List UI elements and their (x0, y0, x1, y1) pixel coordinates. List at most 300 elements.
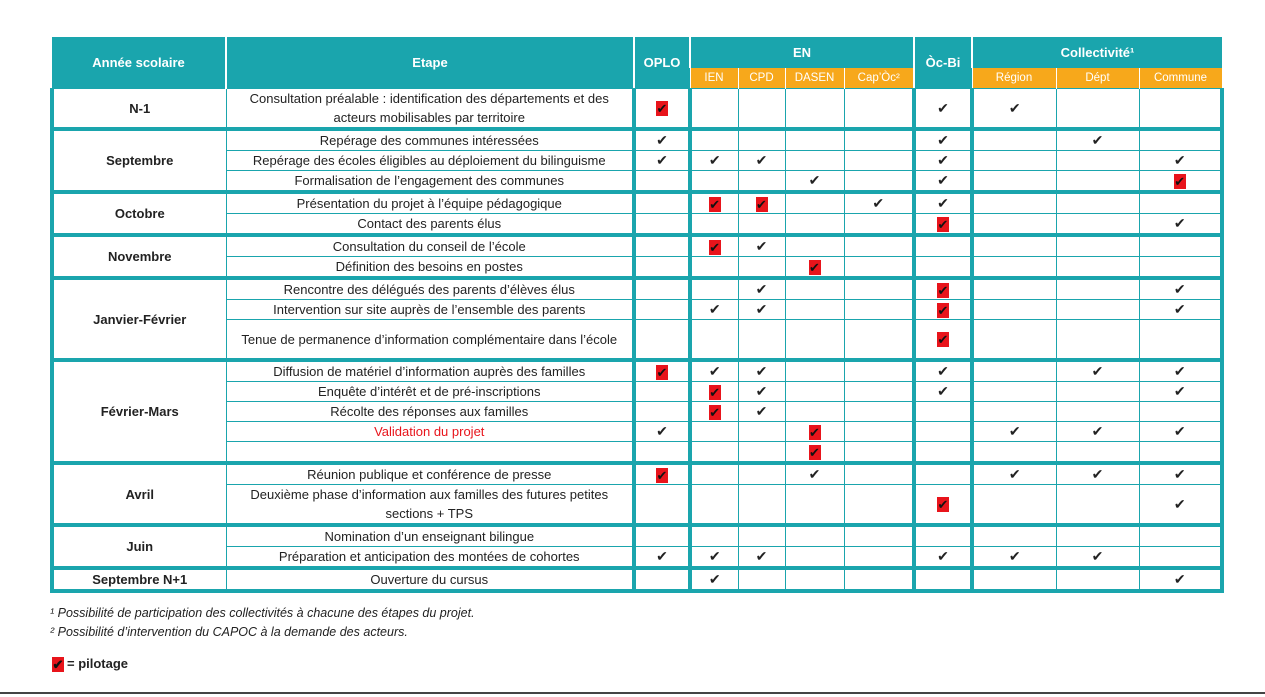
mark-cell (785, 442, 844, 464)
check-icon: ✔ (1008, 423, 1021, 439)
table-row (52, 360, 1222, 382)
table-row (52, 192, 1222, 214)
mark-cell (914, 463, 972, 485)
mark-cell (972, 192, 1056, 214)
mark-cell (1139, 214, 1222, 236)
pilotage-check-icon: ✔ (937, 216, 949, 232)
mark-cell (690, 422, 738, 442)
header-collectivite: Collectivité¹ (972, 37, 1222, 68)
check-icon: ✔ (1173, 466, 1186, 482)
header-commune: Commune (1139, 68, 1222, 89)
step-cell: Enquête d’intérêt et de pré-inscriptions (226, 382, 634, 402)
step-cell: Repérage des écoles éligibles au déploiement du bilinguisme (226, 151, 634, 171)
mark-cell (1056, 257, 1139, 279)
header-annee: Année scolaire (52, 37, 226, 89)
mark-cell (634, 422, 690, 442)
mark-cell (972, 235, 1056, 257)
pilotage-check-icon: ✔ (709, 196, 721, 212)
check-icon: ✔ (755, 363, 768, 379)
header-dept: Dépt (1056, 68, 1139, 89)
mark-cell (690, 214, 738, 236)
mark-cell (785, 422, 844, 442)
pilotage-check-icon: ✔ (937, 282, 949, 298)
pilotage-check-icon: ✔ (1174, 173, 1186, 189)
table-row (52, 278, 1222, 300)
mark-cell (634, 525, 690, 547)
mark-cell (914, 89, 972, 130)
mark-cell (690, 442, 738, 464)
check-icon: ✔ (755, 152, 768, 168)
mark-cell (634, 235, 690, 257)
check-icon: ✔ (1008, 466, 1021, 482)
mark-cell (634, 402, 690, 422)
mark-cell (785, 300, 844, 320)
mark-cell (972, 300, 1056, 320)
mark-cell (690, 320, 738, 361)
mark-cell (738, 547, 785, 569)
table-row (52, 257, 1222, 279)
mark-cell (634, 129, 690, 151)
period-cell: Novembre (52, 235, 226, 278)
mark-cell (1056, 422, 1139, 442)
planning-table-container (50, 37, 1220, 593)
step-cell: Préparation et anticipation des montées de cohortes (226, 547, 634, 569)
check-icon: ✔ (656, 548, 668, 564)
mark-cell (738, 360, 785, 382)
mark-cell (972, 485, 1056, 526)
table-row (52, 129, 1222, 151)
step-cell: Présentation du projet à l’équipe pédagogique (226, 192, 634, 214)
mark-cell (690, 382, 738, 402)
step-cell: Ouverture du cursus (226, 568, 634, 591)
mark-cell (690, 402, 738, 422)
mark-cell (785, 485, 844, 526)
mark-cell (785, 360, 844, 382)
mark-cell (972, 422, 1056, 442)
mark-cell (844, 129, 914, 151)
check-icon: ✔ (1091, 423, 1104, 439)
check-icon: ✔ (708, 363, 721, 379)
mark-cell (1139, 402, 1222, 422)
pilotage-check-icon: ✔ (709, 239, 721, 255)
header-oplo: OPLO (634, 37, 690, 89)
period-cell: Janvier-Février (52, 278, 226, 360)
mark-cell (738, 214, 785, 236)
mark-cell (634, 463, 690, 485)
mark-cell (785, 525, 844, 547)
check-icon: ✔ (656, 132, 668, 148)
header-etape: Etape (226, 37, 634, 89)
step-cell: Récolte des réponses aux familles (226, 402, 634, 422)
table-row (52, 320, 1222, 361)
table-row (52, 214, 1222, 236)
mark-cell (844, 568, 914, 591)
check-icon: ✔ (937, 548, 949, 564)
mark-cell (738, 89, 785, 130)
mark-cell (785, 171, 844, 193)
check-icon: ✔ (708, 571, 721, 587)
mark-cell (1056, 382, 1139, 402)
mark-cell (1139, 382, 1222, 402)
step-cell: Consultation du conseil de l’école (226, 235, 634, 257)
step-cell: Intervention sur site auprès de l’ensemble des parents (226, 300, 634, 320)
mark-cell (844, 192, 914, 214)
table-row (52, 422, 1222, 442)
mark-cell (634, 89, 690, 130)
step-cell: Rencontre des délégués des parents d’élèves élus (226, 278, 634, 300)
table-header (52, 37, 1222, 89)
mark-cell (690, 192, 738, 214)
table-row (52, 171, 1222, 193)
mark-cell (844, 89, 914, 130)
check-icon: ✔ (708, 152, 721, 168)
mark-cell (738, 568, 785, 591)
mark-cell (634, 214, 690, 236)
period-cell: Septembre (52, 129, 226, 192)
mark-cell (785, 129, 844, 151)
mark-cell (844, 235, 914, 257)
mark-cell (844, 151, 914, 171)
step-cell: Validation du projet (226, 422, 634, 442)
period-cell: Février-Mars (52, 360, 226, 463)
mark-cell (634, 442, 690, 464)
check-icon: ✔ (872, 195, 885, 211)
mark-cell (634, 192, 690, 214)
mark-cell (634, 568, 690, 591)
mark-cell (972, 129, 1056, 151)
mark-cell (844, 422, 914, 442)
mark-cell (844, 257, 914, 279)
mark-cell (972, 568, 1056, 591)
mark-cell (1139, 235, 1222, 257)
check-icon: ✔ (1173, 571, 1186, 587)
period-cell: Septembre N+1 (52, 568, 226, 591)
mark-cell (738, 300, 785, 320)
mark-cell (738, 171, 785, 193)
check-icon: ✔ (937, 363, 949, 379)
mark-cell (914, 382, 972, 402)
mark-cell (785, 402, 844, 422)
mark-cell (1139, 129, 1222, 151)
period-cell: Avril (52, 463, 226, 525)
mark-cell (972, 442, 1056, 464)
period-cell: Octobre (52, 192, 226, 235)
mark-cell (914, 151, 972, 171)
mark-cell (972, 89, 1056, 130)
mark-cell (785, 547, 844, 569)
pilotage-check-icon: ✔ (656, 101, 668, 117)
mark-cell (844, 214, 914, 236)
mark-cell (690, 568, 738, 591)
check-icon: ✔ (1173, 363, 1186, 379)
mark-cell (1056, 525, 1139, 547)
check-icon: ✔ (656, 152, 668, 168)
check-icon: ✔ (755, 548, 768, 564)
mark-cell (1056, 402, 1139, 422)
check-icon: ✔ (1091, 132, 1104, 148)
step-cell: Réunion publique et conférence de presse (226, 463, 634, 485)
pilotage-check-icon: ✔ (52, 657, 64, 673)
mark-cell (972, 214, 1056, 236)
mark-cell (972, 257, 1056, 279)
pilotage-check-icon: ✔ (937, 497, 949, 513)
mark-cell (1139, 547, 1222, 569)
mark-cell (1056, 171, 1139, 193)
table-body (52, 89, 1222, 592)
mark-cell (634, 278, 690, 300)
page-divider (0, 692, 1265, 694)
pilotage-check-icon: ✔ (809, 424, 820, 440)
check-icon: ✔ (937, 99, 949, 116)
mark-cell (634, 171, 690, 193)
mark-cell (1056, 235, 1139, 257)
mark-cell (1056, 214, 1139, 236)
pilotage-check-icon: ✔ (709, 384, 721, 400)
mark-cell (914, 320, 972, 361)
check-icon: ✔ (1091, 466, 1104, 482)
mark-cell (634, 320, 690, 361)
mark-cell (634, 360, 690, 382)
mark-cell (914, 278, 972, 300)
step-cell: Contact des parents élus (226, 214, 634, 236)
mark-cell (690, 547, 738, 569)
mark-cell (972, 382, 1056, 402)
check-icon: ✔ (656, 423, 668, 439)
table-row (52, 463, 1222, 485)
mark-cell (1056, 129, 1139, 151)
mark-cell (1139, 89, 1222, 130)
check-icon: ✔ (1173, 495, 1186, 512)
check-icon: ✔ (755, 301, 768, 317)
mark-cell (914, 192, 972, 214)
mark-cell (634, 151, 690, 171)
mark-cell (690, 171, 738, 193)
check-icon: ✔ (708, 548, 721, 564)
mark-cell (634, 300, 690, 320)
mark-cell (785, 89, 844, 130)
mark-cell (1139, 422, 1222, 442)
pilotage-check-icon: ✔ (656, 467, 668, 483)
mark-cell (785, 235, 844, 257)
mark-cell (972, 360, 1056, 382)
check-icon: ✔ (937, 132, 949, 148)
mark-cell (914, 547, 972, 569)
step-cell (226, 442, 634, 464)
mark-cell (844, 402, 914, 422)
mark-cell (914, 442, 972, 464)
pilotage-check-icon: ✔ (809, 444, 820, 460)
footnote-2: ² Possibilité d’intervention du CAPOC à la demande des acteurs. (50, 625, 408, 639)
check-icon: ✔ (755, 403, 768, 419)
mark-cell (1056, 360, 1139, 382)
mark-cell (1139, 192, 1222, 214)
mark-cell (972, 171, 1056, 193)
check-icon: ✔ (808, 172, 821, 188)
mark-cell (1056, 278, 1139, 300)
mark-cell (738, 151, 785, 171)
legend (52, 656, 128, 672)
check-icon: ✔ (937, 195, 949, 211)
step-cell: Repérage des communes intéressées (226, 129, 634, 151)
mark-cell (785, 382, 844, 402)
mark-cell (1056, 485, 1139, 526)
table-row (52, 300, 1222, 320)
check-icon: ✔ (755, 281, 768, 297)
check-icon: ✔ (937, 172, 949, 188)
check-icon: ✔ (1173, 281, 1186, 297)
step-cell: Deuxième phase d’information aux familles des futures petites sections + TPS (226, 485, 634, 526)
step-cell: Nomination d’un enseignant bilingue (226, 525, 634, 547)
mark-cell (972, 320, 1056, 361)
mark-cell (690, 151, 738, 171)
mark-cell (634, 257, 690, 279)
mark-cell (738, 129, 785, 151)
mark-cell (972, 278, 1056, 300)
check-icon: ✔ (1091, 363, 1104, 379)
mark-cell (1056, 192, 1139, 214)
legend-text: = pilotage (67, 656, 129, 671)
mark-cell (844, 360, 914, 382)
mark-cell (844, 320, 914, 361)
mark-cell (738, 382, 785, 402)
mark-cell (1139, 568, 1222, 591)
pilotage-check-icon: ✔ (937, 302, 949, 318)
mark-cell (914, 525, 972, 547)
mark-cell (972, 151, 1056, 171)
mark-cell (785, 214, 844, 236)
mark-cell (914, 257, 972, 279)
mark-cell (738, 320, 785, 361)
mark-cell (844, 547, 914, 569)
mark-cell (738, 463, 785, 485)
check-icon: ✔ (1008, 99, 1021, 116)
mark-cell (785, 568, 844, 591)
pilotage-check-icon: ✔ (756, 196, 767, 212)
mark-cell (844, 442, 914, 464)
check-icon: ✔ (1173, 383, 1186, 399)
mark-cell (738, 192, 785, 214)
step-cell: Diffusion de matériel d’information auprès des familles (226, 360, 634, 382)
period-cell: Juin (52, 525, 226, 568)
mark-cell (1139, 278, 1222, 300)
mark-cell (972, 547, 1056, 569)
mark-cell (690, 300, 738, 320)
mark-cell (1139, 463, 1222, 485)
table-row (52, 485, 1222, 526)
mark-cell (738, 485, 785, 526)
pilotage-check-icon: ✔ (709, 404, 721, 420)
mark-cell (1139, 442, 1222, 464)
mark-cell (785, 320, 844, 361)
planning-table (50, 37, 1224, 593)
mark-cell (690, 129, 738, 151)
check-icon: ✔ (755, 238, 768, 254)
check-icon: ✔ (1173, 301, 1186, 317)
footnote-1: ¹ Possibilité de participation des collectivités à chacune des étapes du projet. (50, 606, 475, 620)
mark-cell (1056, 151, 1139, 171)
header-en: EN (690, 37, 914, 68)
mark-cell (1139, 320, 1222, 361)
mark-cell (1056, 547, 1139, 569)
check-icon: ✔ (937, 152, 949, 168)
header-ien: IEN (690, 68, 738, 89)
header-dasen: DASEN (785, 68, 844, 89)
mark-cell (914, 485, 972, 526)
check-icon: ✔ (937, 383, 949, 399)
mark-cell (738, 422, 785, 442)
mark-cell (738, 525, 785, 547)
mark-cell (785, 151, 844, 171)
table-row (52, 442, 1222, 464)
mark-cell (785, 463, 844, 485)
mark-cell (738, 257, 785, 279)
table-row (52, 568, 1222, 591)
pilotage-check-icon: ✔ (656, 364, 668, 380)
mark-cell (690, 485, 738, 526)
mark-cell (844, 485, 914, 526)
mark-cell (634, 382, 690, 402)
table-row (52, 402, 1222, 422)
mark-cell (972, 525, 1056, 547)
mark-cell (972, 402, 1056, 422)
check-icon: ✔ (1173, 423, 1186, 439)
table-row (52, 89, 1222, 130)
mark-cell (914, 300, 972, 320)
check-icon: ✔ (808, 466, 821, 482)
mark-cell (1139, 300, 1222, 320)
check-icon: ✔ (755, 383, 768, 399)
mark-cell (738, 442, 785, 464)
header-cpd: CPD (738, 68, 785, 89)
table-row (52, 382, 1222, 402)
mark-cell (785, 257, 844, 279)
step-cell: Formalisation de l’engagement des communes (226, 171, 634, 193)
mark-cell (972, 463, 1056, 485)
check-icon: ✔ (1091, 548, 1104, 564)
mark-cell (1056, 463, 1139, 485)
mark-cell (634, 547, 690, 569)
table-row (52, 547, 1222, 569)
step-cell: Consultation préalable : identification des départements et des acteurs mobilisables par territoire (226, 89, 634, 130)
mark-cell (914, 214, 972, 236)
mark-cell (914, 568, 972, 591)
mark-cell (844, 463, 914, 485)
mark-cell (690, 463, 738, 485)
mark-cell (1056, 442, 1139, 464)
check-icon: ✔ (1173, 215, 1186, 231)
period-cell: N-1 (52, 89, 226, 130)
mark-cell (914, 129, 972, 151)
mark-cell (1056, 89, 1139, 130)
mark-cell (738, 402, 785, 422)
mark-cell (690, 235, 738, 257)
mark-cell (690, 89, 738, 130)
mark-cell (914, 171, 972, 193)
check-icon: ✔ (708, 301, 721, 317)
check-icon: ✔ (1173, 152, 1186, 168)
mark-cell (1139, 257, 1222, 279)
step-cell: Tenue de permanence d’information complémentaire dans l’école (226, 320, 634, 361)
mark-cell (844, 525, 914, 547)
mark-cell (1139, 525, 1222, 547)
mark-cell (914, 402, 972, 422)
mark-cell (914, 360, 972, 382)
table-row (52, 235, 1222, 257)
mark-cell (1139, 360, 1222, 382)
pilotage-check-icon: ✔ (937, 332, 949, 348)
header-ocbi: Òc-Bi (914, 37, 972, 89)
header-capoc: Cap’Òc² (844, 68, 914, 89)
